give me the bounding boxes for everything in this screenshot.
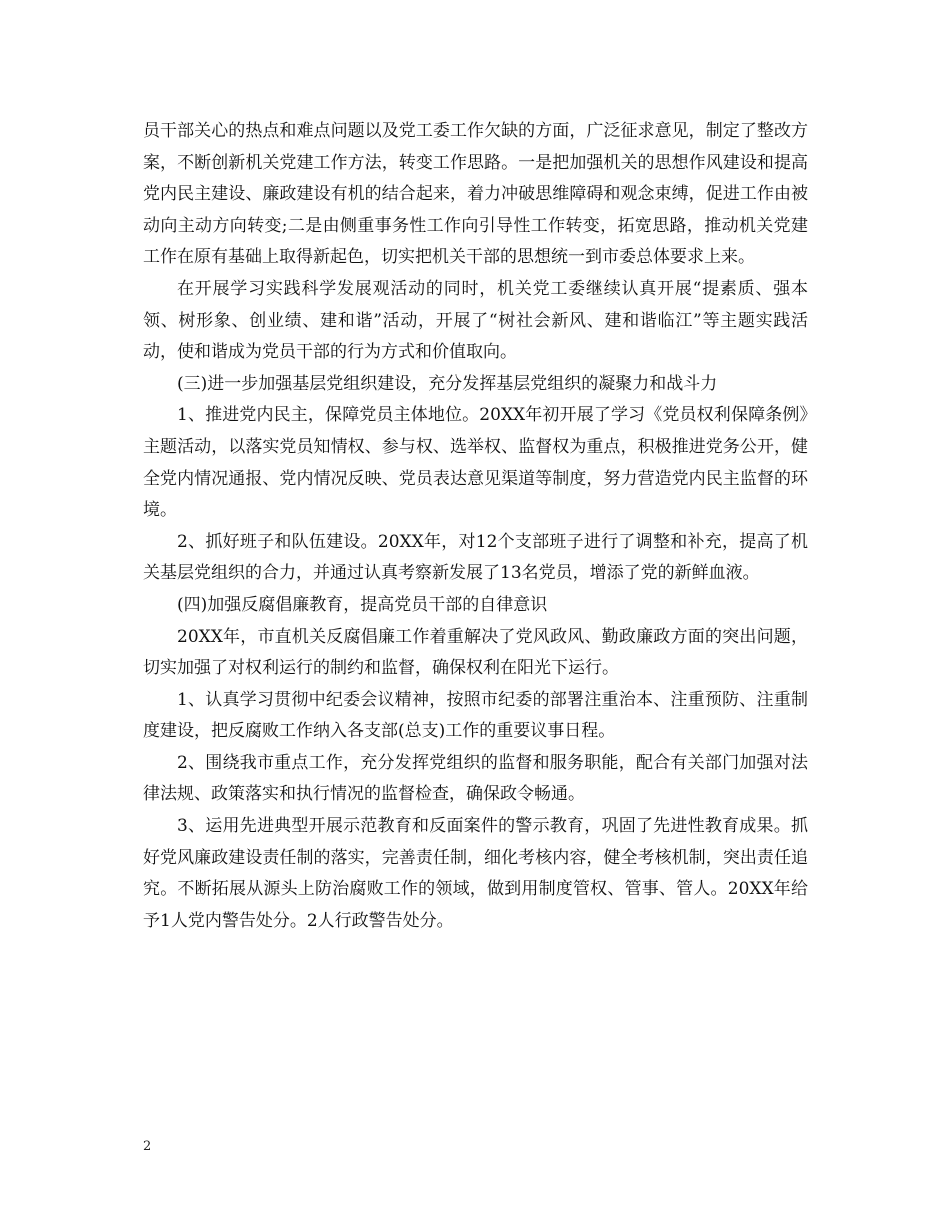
paragraph-10: 3、运用先进典型开展示范教育和反面案件的警示教育，巩固了先进性教育成果。抓好党风廉政建设责任制的落实，完善责任制，细化考核内容，健全考核机制，突出责任追究。不断拓展从源头上防治腐败工作的领域，做到用制度管权、管事、管人。20XX年给予1人党内警告处分。2人行政警告处分。 xyxy=(143,816,808,931)
paragraph-7: 20XX年，市直机关反腐倡廉工作着重解决了党风政风、勤政廉政方面的突出问题，切实加强了对权利运行的制约和监督，确保权利在阳光下运行。 xyxy=(143,626,808,679)
section-heading-3: (三)进一步加强基层党组织建设，充分发挥基层党组织的凝聚力和战斗力 xyxy=(177,373,718,394)
paragraph-9: 2、围绕我市重点工作，充分发挥党组织的监督和服务职能，配合有关部门加强对法律法规、政策落实和执行情况的监督检查，确保政令畅通。 xyxy=(143,752,808,805)
paragraph-5: 2、抓好班子和队伍建设。20XX年，对12个支部班子进行了调整和补充，提高了机关基层党组织的合力，并通过认真考察新发展了13名党员，增添了党的新鲜血液。 xyxy=(143,531,808,584)
paragraph-2: 在开展学习实践科学发展观活动的同时，机关党工委继续认真开展“提素质、强本领、树形象、创业绩、建和谐”活动，开展了“树社会新风、建和谐临江”等主题实践活动，使和谐成为党员干部的行为方式和价值取向。 xyxy=(143,278,808,363)
paragraph-8: 1、认真学习贯彻中纪委会议精神，按照市纪委的部署注重治本、注重预防、注重制度建设，把反腐败工作纳入各支部(总支)工作的重要议事日程。 xyxy=(143,689,808,742)
page-number: 2 xyxy=(143,1139,152,1154)
paragraph-4: 1、推进党内民主，保障党员主体地位。20XX年初开展了学习《党员权利保障条例》主题活动，以落实党员知情权、参与权、选举权、监督权为重点，积极推进党务公开，健全党内情况通报、党内情况反映、党员表达意见渠道等制度，努力营造党内民主监督的环境。 xyxy=(143,405,808,521)
document-body xyxy=(143,116,808,937)
paragraph-1: 员干部关心的热点和难点问题以及党工委工作欠缺的方面，广泛征求意见，制定了整改方案，不断创新机关党建工作方法，转变工作思路。一是把加强机关的思想作风建设和提高党内民主建设、廉政建设有机的结合起来，着力冲破思维障碍和观念束缚，促进工作由被动向主动方向转变;二是由侧重事务性工作向引导性工作转变，拓宽思路，推动机关党建工作在原有基础上取得新起色，切实把机关干部的思想统一到市委总体要求上来。 xyxy=(143,121,808,268)
section-heading-4: (四)加强反腐倡廉教育，提高党员干部的自律意识 xyxy=(177,594,548,615)
